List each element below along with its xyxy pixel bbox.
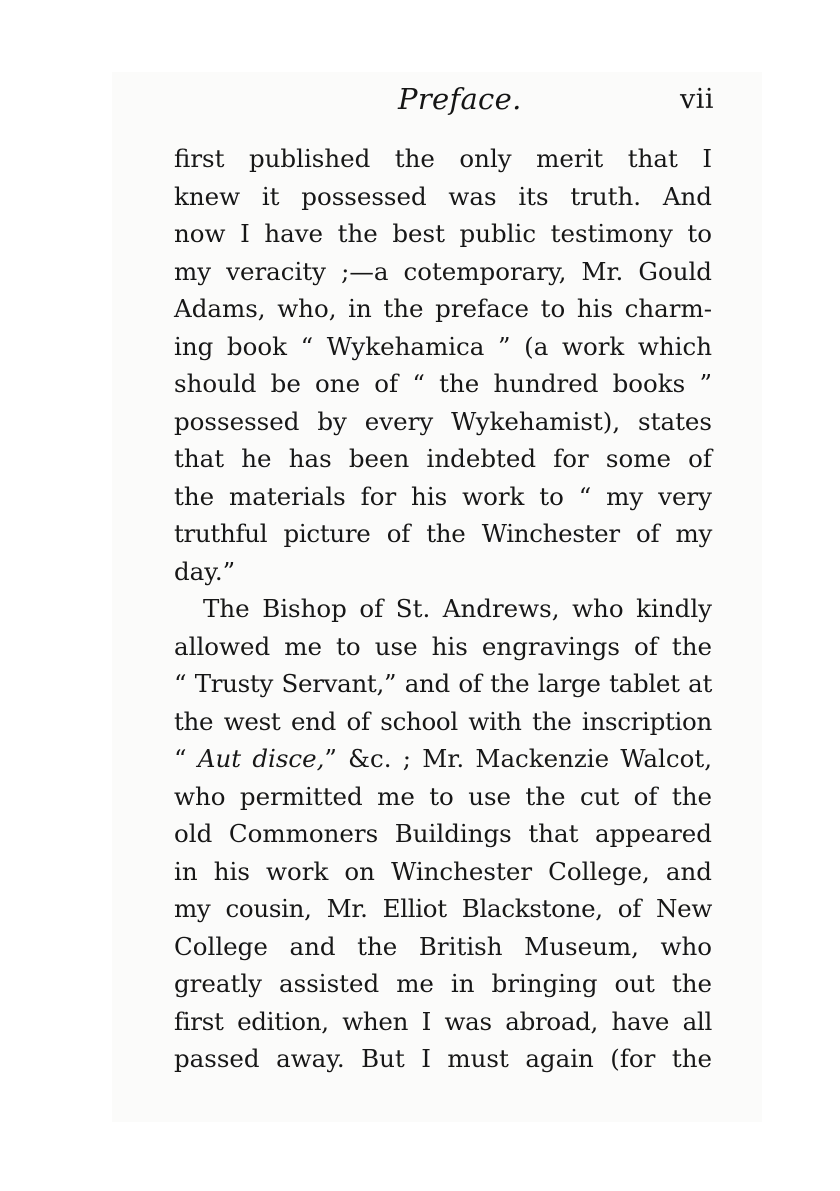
text-line: ing book “ Wykehamica ” (a work which: [174, 331, 712, 361]
text-line: greatly assisted me in bringing out the: [174, 969, 712, 998]
text-line: day.”: [174, 556, 236, 586]
paragraph-1: [174, 140, 712, 590]
text-line: allowed me to use his engravings of the: [174, 631, 712, 661]
quote-mark: “: [174, 744, 198, 773]
text-line: my veracity ;—a cotemporary, Mr. Gould: [174, 256, 712, 286]
text-line: the west end of school with the inscription: [174, 706, 712, 736]
text-line: should be one of “ the hundred books ”: [174, 369, 712, 398]
text-line: College and the British Museum, who: [174, 931, 712, 961]
text-line: that he has been indebted for some of: [174, 444, 712, 473]
text-line: old Commoners Buildings that appeared: [174, 819, 712, 848]
running-head: [174, 80, 714, 124]
text-line: “ Trusty Servant,” and of the large tablet at: [174, 669, 712, 698]
text-line: The Bishop of St. Andrews, who kindly: [203, 594, 712, 623]
text-line: possessed by every Wykehamist), states: [174, 406, 712, 436]
paragraph-2: [174, 590, 712, 1078]
text-line: [174, 740, 712, 778]
text-line: truthful picture of the Winchester of my: [174, 519, 712, 548]
text-line: knew it possessed was its truth. And: [174, 181, 712, 211]
text-line: first edition, when I was abroad, have all: [174, 1006, 712, 1036]
page-number: vii: [679, 84, 714, 115]
latin-inscription: Aut disce,: [197, 744, 325, 773]
text-line: who permitted me to use the cut of the: [174, 781, 712, 811]
text-line: in his work on Winchester College, and: [174, 856, 712, 886]
text-line: passed away. But I must again (for the: [174, 1044, 712, 1073]
running-head-title: Preface.: [398, 82, 522, 116]
text-line: the materials for his work to “ my very: [174, 481, 712, 511]
body-text: [174, 140, 712, 1078]
text-line: first published the only merit that I: [174, 144, 712, 173]
text-line: Adams, who, in the preface to his charm-: [174, 294, 712, 323]
text-line: my cousin, Mr. Elliot Blackstone, of New: [174, 894, 712, 923]
text-line: now I have the best public testimony to: [174, 219, 712, 248]
text-run: ” &c. ; Mr. Mackenzie Walcot,: [324, 744, 712, 773]
